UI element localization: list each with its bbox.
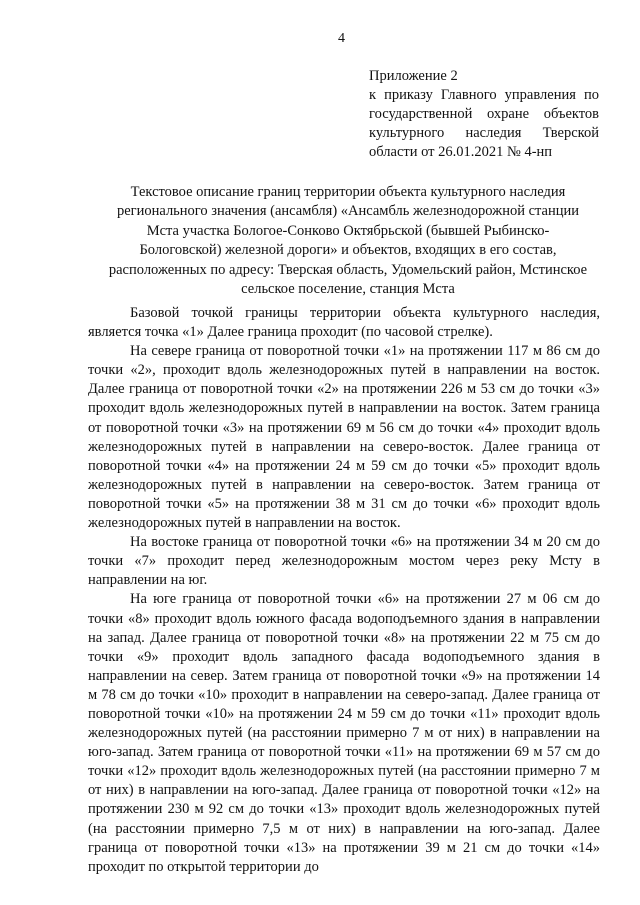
- title-line: Мста участка Бологое-Сонково Октябрьской (бывшей Рыбинско-: [146, 222, 550, 239]
- appendix-line: культурного наследия Тверской: [369, 125, 599, 141]
- paragraph-south: На юге граница от поворотной точки «6» на протяжении 27 м 06 см до точки «8» проходит вдоль южного фасада водоподъемного здания в направлении на запад. Далее граница от поворотной точки «8» на протяжении 22 м 75 см до точки «9» проходит вдоль западного фасада водоподъемного здания в направлении на север. Затем граница от поворотной точки «9» на протяжении 14 м 78 см до точки «10» проходит в направлении на северо-запад. Далее граница от поворотной точки «10» на протяжении 24 м 59 см до точки «11» проходит вдоль железнодорожных путей (на расстоянии примерно 7 м от них) в направлении на юго-запад. Затем граница от поворотной точки «11» на протяжении 69 м 57 см до точки «12» проходит вдоль железнодорожных путей (на расстоянии примерно 7 м от них) в направлении на юго-запад. Далее граница от поворотной точки «12» на протяжении 230 м 92 см до точки «13» проходит вдоль железнодорожных путей (на расстоянии примерно 7,5 м от них) в направлении на юго-запад. Далее граница от поворотной точки «13» на протяжении 39 м 21 см до точки «14» проходит по открытой территории до: [88, 591, 600, 875]
- title-line: регионального значения (ансамбля) «Ансамбль железнодорожной станции: [116, 203, 580, 220]
- title-line: Бологовской) железной дороги» и объектов, входящих в его состав,: [139, 242, 557, 259]
- paragraph-east: На востоке граница от поворотной точки «6» на протяжении 34 м 20 см до точки «7» проходит перед железнодорожным мостом через реку Мсту в направлении на юг.: [88, 534, 600, 589]
- appendix-header: [369, 67, 599, 162]
- title-line: сельское поселение, станция Мста: [241, 281, 455, 298]
- page-number: 4: [338, 31, 345, 46]
- document-body: [88, 304, 600, 877]
- appendix-line: к приказу Главного управления по: [369, 87, 599, 103]
- document-title: [86, 183, 610, 299]
- appendix-line: области от 26.01.2021 № 4-нп: [369, 144, 553, 160]
- appendix-line: Приложение 2: [369, 68, 458, 84]
- title-line: расположенных по адресу: Тверская область, Удомельский район, Мстинское: [108, 261, 588, 278]
- appendix-line: государственной охране объектов: [369, 106, 599, 122]
- paragraph-north: На севере граница от поворотной точки «1» на протяжении 117 м 86 см до точки «2», проходит вдоль железнодорожных путей в направлении на восток. Далее граница от поворотной точки «2» на протяжении 226 м 53 см до точки «3» проходит вдоль железнодорожных путей в направлении на восток. Затем граница от поворотной точки «3» на протяжении 69 м 56 см до точки «4» проходит вдоль железнодорожных путей в направлении на северо-восток. Далее граница от поворотной точки «4» на протяжении 24 м 59 см до точки «5» проходит вдоль железнодорожных путей в направлении на северо-восток. Затем граница от поворотной точки «5» на протяжении 38 м 31 см до точки «6» проходит вдоль железнодорожных путей в направлении на восток.: [88, 343, 600, 532]
- paragraph-base-point: Базовой точкой границы территории объекта культурного наследия, является точка «1» Далее граница проходит (по часовой стрелке).: [88, 305, 600, 341]
- title-line: Текстовое описание границ территории объекта культурного наследия: [130, 184, 566, 200]
